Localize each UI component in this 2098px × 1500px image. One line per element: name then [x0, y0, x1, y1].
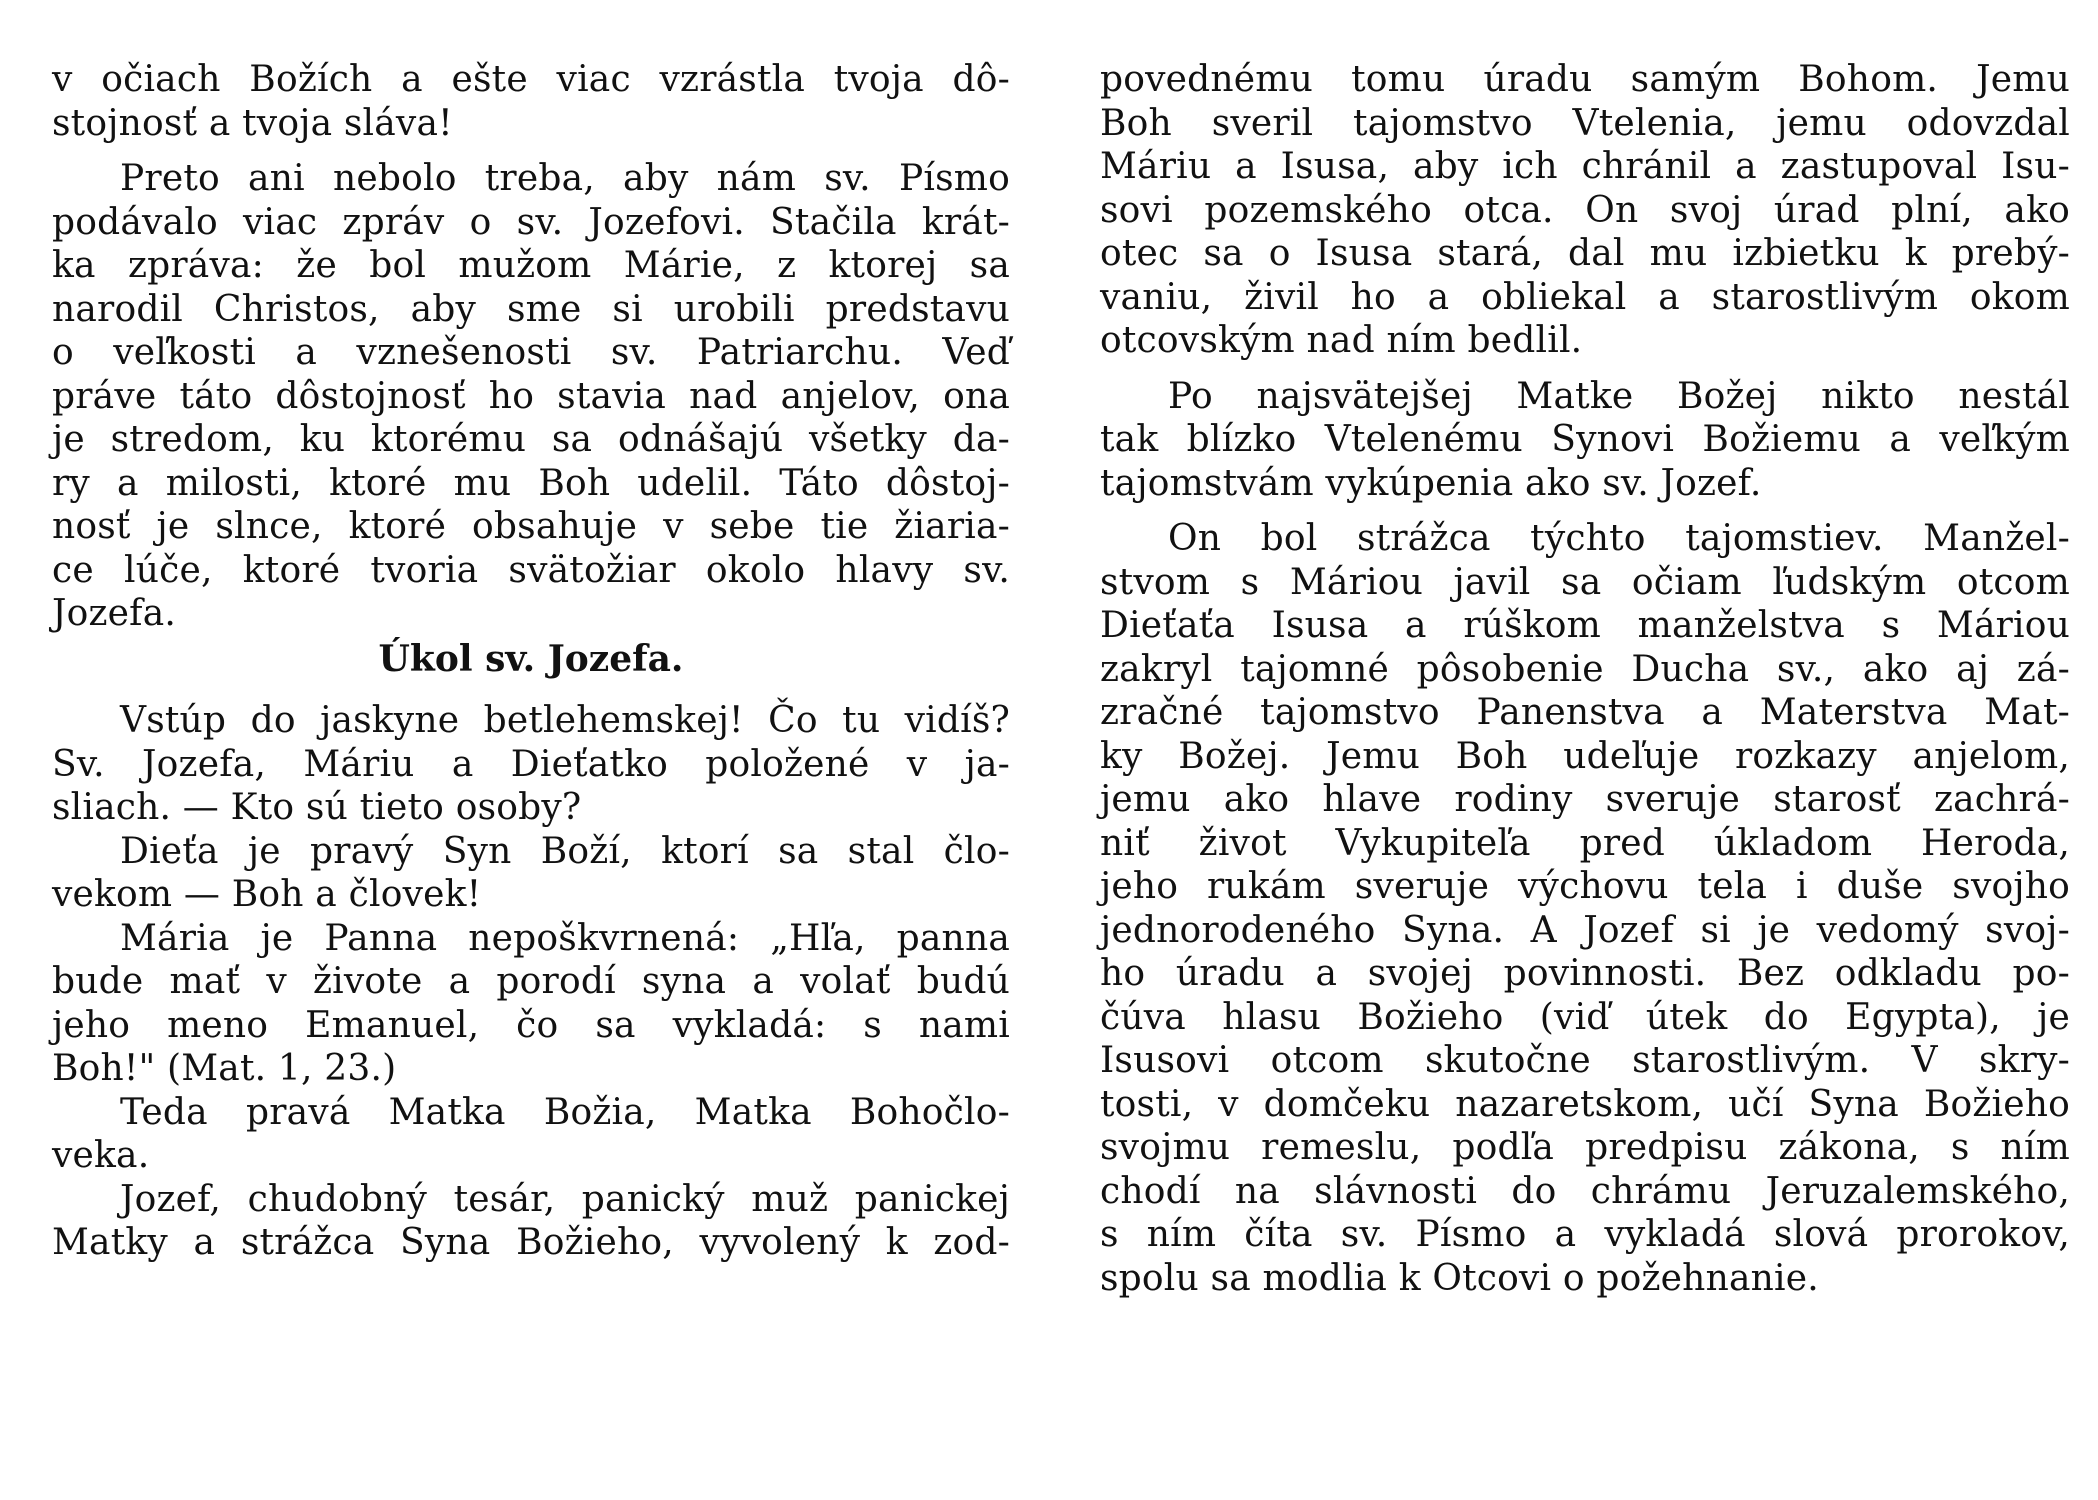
text-line: s ním číta sv. Písmo a vykladá slová prorokov, [1100, 1214, 2070, 1255]
text-line: tosti, v domčeku nazaretskom, učí Syna Božieho [1100, 1083, 2070, 1125]
right-page [1100, 58, 2070, 1300]
text-line: jeho rukám sveruje výchovu tela i duše svojho [1100, 866, 2070, 907]
text-line: ho úradu a svojej povinnosti. Bez odkladu po- [1100, 953, 2070, 994]
left-page [52, 58, 1010, 1265]
text-line: ce lúče, ktoré tvoria svätožiar okolo hlavy sv. [52, 549, 1010, 591]
text-line: vekom — Boh a človek! [52, 874, 482, 915]
text-line: Jozef, chudobný tesár, panický muž panickej [120, 1178, 1010, 1220]
text-line: jeho meno Emanuel, čo sa vykladá: s nami [52, 1004, 1010, 1046]
text-line: chodí na slávnosti do chrámu Jeruzalemského, [1100, 1170, 2070, 1212]
text-line: Mária je Panna nepoškvrnená: „Hľa, panna [120, 917, 1010, 959]
text-line: narodil Christos, aby sme si urobili predstavu [52, 288, 1010, 330]
text-line: spolu sa modlia k Otcovi o požehnanie. [1100, 1257, 1819, 1299]
section-heading: Úkol sv. Jozefa. [378, 637, 684, 680]
text-line: Preto ani nebolo treba, aby nám sv. Písmo [120, 158, 1010, 199]
text-line: ky Božej. Jemu Boh udeľuje rozkazy anjelom, [1100, 735, 2070, 777]
text-line: Sv. Jozefa, Máriu a Dieťatko položené v ja- [52, 743, 1010, 785]
text-line: Vstúp do jaskyne betlehemskej! Čo tu vidíš? [120, 700, 1010, 741]
text-line: jednorodeného Syna. A Jozef si je vedomý svoj- [1100, 909, 2070, 951]
text-line: nosť je slnce, ktoré obsahuje v sebe tie žiaria- [52, 506, 1010, 547]
text-line: Matky a strážca Syna Božieho, vyvolený k zod- [52, 1222, 1010, 1263]
text-line: stojnosť a tvoja sláva! [52, 102, 453, 144]
text-line: o veľkosti a vznešenosti sv. Patriarchu. Veď [52, 332, 1010, 373]
text-line: tajomstvám vykúpenia ako sv. Jozef. [1100, 462, 1762, 504]
text-line: otcovským nad ním bedlil. [1100, 320, 1583, 361]
text-line: zakryl tajomné pôsobenie Ducha sv., ako aj zá- [1100, 648, 2070, 690]
text-line: svojmu remeslu, podľa predpisu zákona, s ním [1100, 1127, 2070, 1168]
text-line: ka zpráva: že bol mužom Márie, z ktorej sa [52, 245, 1010, 286]
text-line: čúva hlasu Božieho (viď útek do Egypta), je [1100, 996, 2070, 1038]
text-line: Máriu a Isusa, aby ich chránil a zastupoval Isu- [1100, 146, 2070, 187]
text-line: podávalo viac zpráv o sv. Jozefovi. Stačila krát- [52, 201, 1010, 243]
text-line: Jozefa. [52, 593, 177, 634]
text-line: tak blízko Vtelenému Synovi Božiemu a veľkým [1100, 419, 2070, 460]
text-line: Teda pravá Matka Božia, Matka Bohočlo- [120, 1091, 1010, 1133]
text-line: sovi pozemského otca. On svoj úrad plní, ako [1100, 189, 2070, 231]
text-line: Po najsvätejšej Matke Božej nikto nestál [1168, 375, 2070, 417]
text-line: On bol strážca týchto tajomstiev. Manžel- [1168, 518, 2070, 559]
text-line: sliach. — Kto sú tieto osoby? [52, 787, 582, 828]
text-line: Boh!" (Mat. 1, 23.) [52, 1048, 397, 1089]
text-line: Boh sveril tajomstvo Vtelenia, jemu odovzdal [1100, 102, 2070, 144]
text-line: Dieťa je pravý Syn Boží, ktorí sa stal člo- [120, 830, 1010, 872]
text-line: povednému tomu úradu samým Bohom. Jemu [1100, 59, 2070, 100]
text-line: jemu ako hlave rodiny sveruje starosť zachrá- [1100, 779, 2070, 820]
text-line: Dieťaťa Isusa a rúškom manželstva s Máriou [1100, 605, 2070, 646]
text-line: Isusovi otcom skutočne starostlivým. V skry- [1100, 1040, 2070, 1081]
text-line: vaniu, živil ho a obliekal a starostlivým okom [1100, 276, 2070, 318]
text-line: stvom s Máriou javil sa očiam ľudským otcom [1100, 561, 2070, 603]
text-line: niť život Vykupiteľa pred úkladom Heroda, [1100, 822, 2070, 864]
text-line: zračné tajomstvo Panenstva a Materstva Mat- [1100, 692, 2070, 733]
text-line: otec sa o Isusa stará, dal mu izbietku k prebý- [1100, 233, 2070, 274]
text-line: práve táto dôstojnosť ho stavia nad anjelov, ona [52, 375, 1010, 417]
text-line: veka. [52, 1135, 150, 1176]
text-line: bude mať v živote a porodí syna a volať budú [52, 961, 1010, 1002]
text-line: je stredom, ku ktorému sa odnášajú všetky da- [52, 419, 1010, 460]
text-line: ry a milosti, ktoré mu Boh udelil. Táto dôstoj- [52, 462, 1010, 504]
text-line: v očiach Božích a ešte viac vzrástla tvoja dô- [52, 59, 1010, 100]
